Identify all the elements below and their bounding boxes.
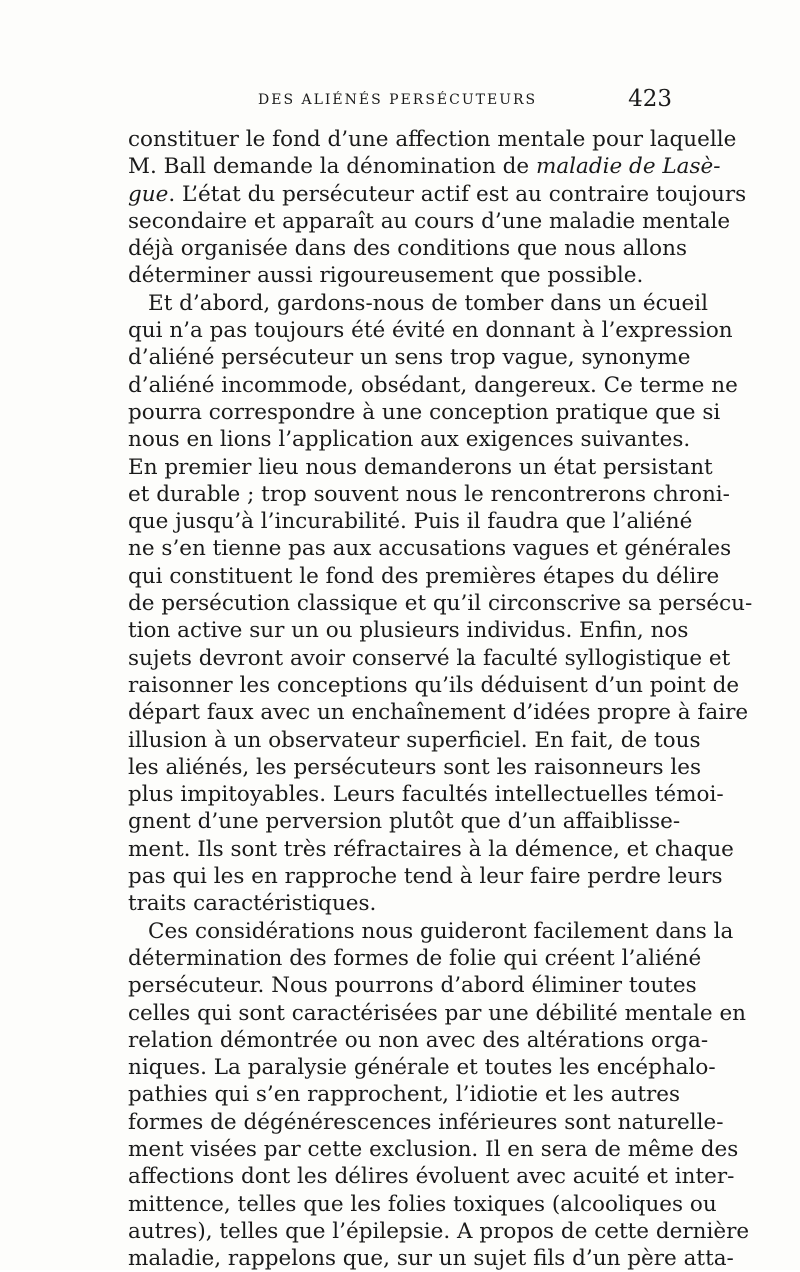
text-line: ne s’en tienne pas aux accusations vagues et générales bbox=[128, 536, 732, 562]
body-text bbox=[128, 126, 753, 1272]
text-line: de persécution classique et qu’il circonscrive sa persécu- bbox=[128, 591, 753, 617]
text-line: formes de dégénérescences inférieures sont naturelle- bbox=[128, 1109, 724, 1135]
text-line: celles qui sont caractérisées par une débilité mentale en bbox=[128, 1000, 747, 1026]
text-line: sujets devront avoir conservé la faculté syllogistique et bbox=[128, 645, 731, 671]
text-line: traits caractéristiques. bbox=[128, 891, 377, 917]
text-line: persécuteur. Nous pourrons d’abord éliminer toutes bbox=[128, 973, 697, 999]
text-line: maladie, rappelons que, sur un sujet fils d’un père atta- bbox=[128, 1246, 734, 1272]
text-line: ment visées par cette exclusion. Il en sera de même des bbox=[128, 1136, 739, 1162]
text-line: plus impitoyables. Leurs facultés intellectuelles témoi- bbox=[128, 782, 724, 808]
text-line: les aliénés, les persécuteurs sont les raisonneurs les bbox=[128, 754, 702, 780]
text-line: déjà organisée dans des conditions que nous allons bbox=[128, 236, 688, 262]
italic-title: gue bbox=[128, 181, 169, 207]
text-line bbox=[128, 153, 721, 180]
text-line: ment. Ils sont très réfractaires à la démence, et chaque bbox=[128, 836, 734, 862]
text-line: qui n’a pas toujours été évité en donnant à l’expression bbox=[128, 318, 733, 344]
text-line: relation démontrée ou non avec des altérations orga- bbox=[128, 1027, 709, 1053]
text-line: détermination des formes de folie qui créent l’aliéné bbox=[128, 945, 702, 971]
running-title: DES ALIÉNÉS PERSÉCUTEURS bbox=[258, 92, 538, 108]
text-line: pas qui les en rapproche tend à leur faire perdre leurs bbox=[128, 864, 723, 890]
text-line: Et d’abord, gardons-nous de tomber dans un écueil bbox=[148, 290, 709, 316]
italic-title: maladie de Lasè- bbox=[535, 154, 721, 180]
text-line: raisonner les conceptions qu’ils déduisent d’un point de bbox=[128, 672, 740, 698]
text-line: pathies qui s’en rapprochent, l’idiotie et les autres bbox=[128, 1082, 680, 1108]
running-head bbox=[128, 86, 672, 116]
text-segment: L’état du persécuteur actif est au contraire toujours bbox=[175, 181, 747, 207]
page-number: 423 bbox=[628, 86, 672, 112]
text-line: autres), telles que l’épilepsie. A propos de cette dernière bbox=[128, 1218, 750, 1244]
text-line: qui constituent le fond des premières étapes du délire bbox=[128, 563, 720, 589]
text-line: que jusqu’à l’incurabilité. Puis il faudra que l’aliéné bbox=[128, 509, 693, 535]
text-line: niques. La paralysie générale et toutes les encéphalo- bbox=[128, 1055, 716, 1081]
text-line: pourra correspondre à une conception pratique que si bbox=[128, 399, 721, 425]
text-segment: M. Ball demande la dénomination de bbox=[128, 154, 530, 180]
text-line: départ faux avec un enchaînement d’idées propre à faire bbox=[128, 700, 749, 726]
text-line: illusion à un observateur superficiel. En fait, de tous bbox=[128, 727, 701, 753]
text-line: déterminer aussi rigoureusement que possible. bbox=[128, 263, 644, 289]
text-line: secondaire et apparaît au cours d’une maladie mentale bbox=[128, 208, 731, 234]
text-line: nous en lions l’application aux exigences suivantes. bbox=[128, 427, 691, 453]
text-line: gue. L’état du persécuteur actif est au contraire toujours bbox=[128, 181, 747, 207]
text-line: affections dont les délires évoluent avec acuité et inter- bbox=[128, 1164, 735, 1190]
text-line: constituer le fond d’une affection mentale pour laquelle bbox=[128, 127, 737, 152]
text-line: d’aliéné incommode, obsédant, dangereux. Ce terme ne bbox=[128, 372, 738, 398]
text-line: d’aliéné persécuteur un sens trop vague, synonyme bbox=[128, 345, 691, 371]
text-line: En premier lieu nous demanderons un état persistant bbox=[128, 454, 713, 480]
text-line: mittence, telles que les folies toxiques (alcooliques ou bbox=[128, 1191, 717, 1217]
text-line: Ces considérations nous guideront facilement dans la bbox=[148, 918, 734, 944]
text-line: gnent d’une perversion plutôt que d’un affaiblisse- bbox=[128, 809, 681, 835]
text-line: et durable ; trop souvent nous le rencontrerons chroni- bbox=[128, 481, 730, 507]
text-line: tion active sur un ou plusieurs individus. Enfin, nos bbox=[128, 618, 689, 644]
